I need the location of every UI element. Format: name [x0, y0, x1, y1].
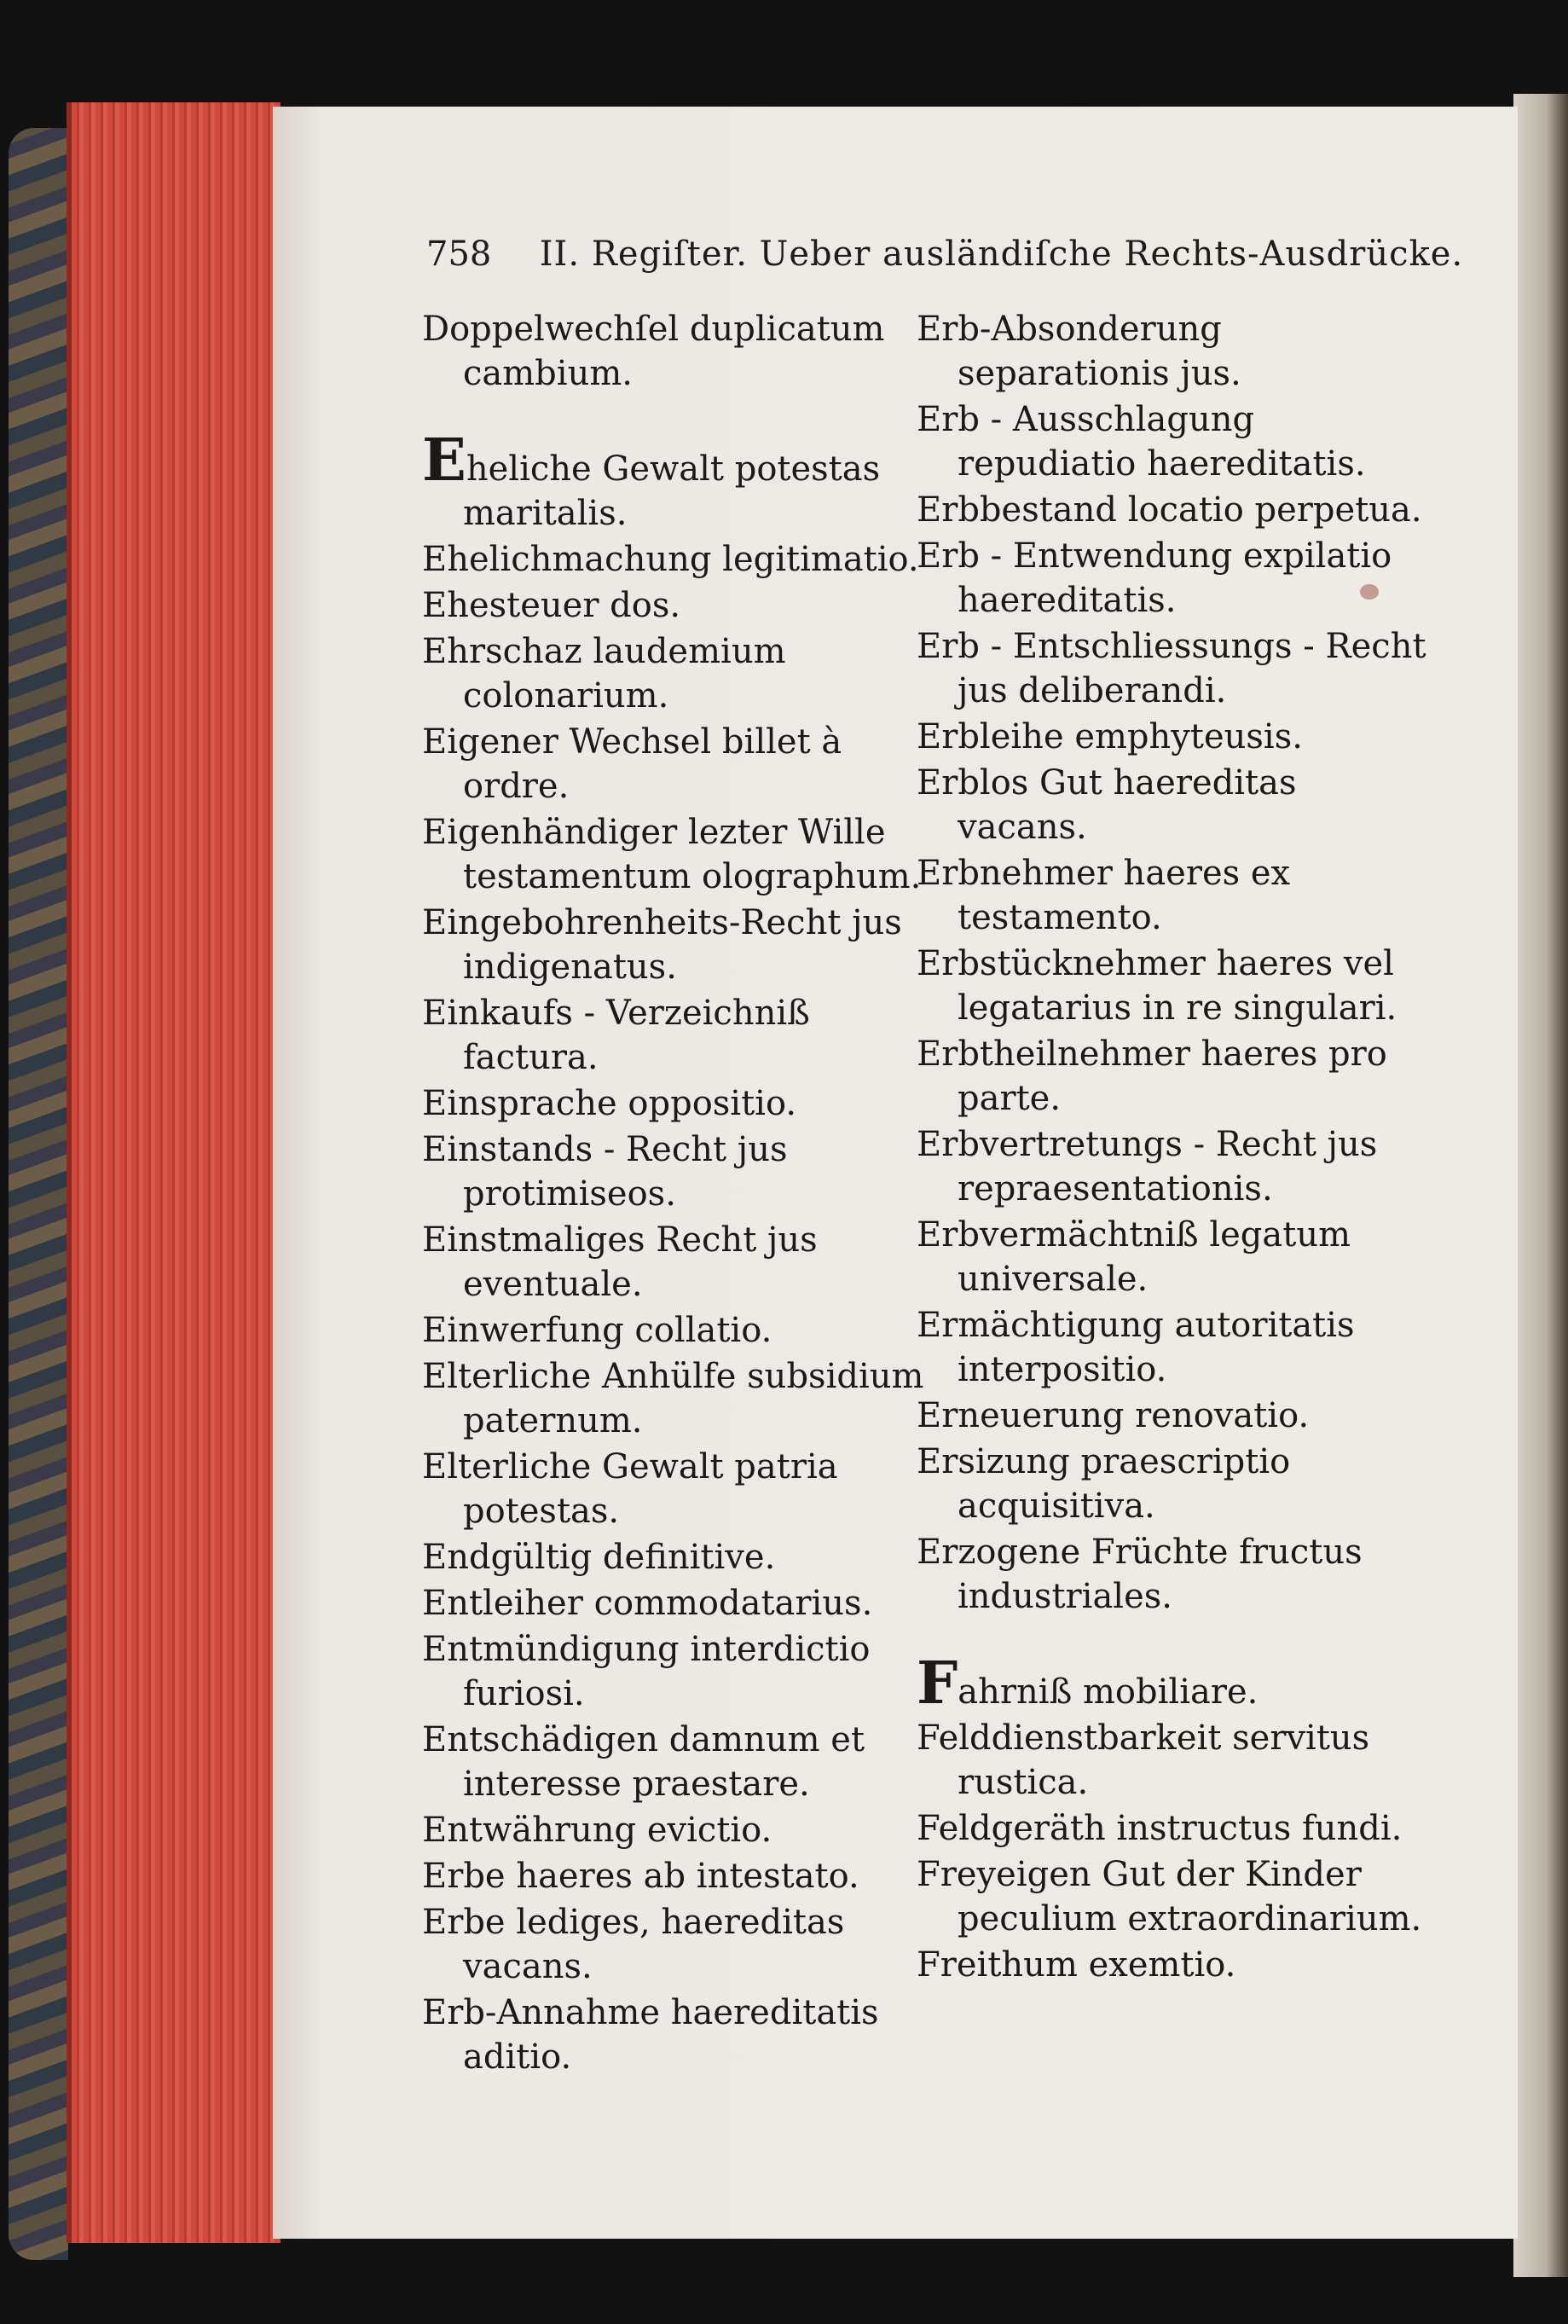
glossary-entry: Doppelwechſel duplicatum cambium. — [422, 310, 885, 393]
glossary-entry: Freithum exemtio. — [917, 1945, 1236, 1985]
glossary-entry: Einstands - Recht jus protimiseos. — [422, 1130, 788, 1214]
book-page — [273, 107, 1518, 2239]
glossary-entry: Erblos Gut haereditas vacans. — [917, 763, 1297, 847]
glossary-entry: Elterliche Gewalt patria potestas. — [422, 1447, 838, 1531]
glossary-entry: Ehesteuer dos. — [422, 586, 681, 625]
glossary-entry: Elterliche Anhülfe subsidium paternum. — [422, 1357, 924, 1440]
glossary-entry: Feldgeräth instructus fundi. — [917, 1809, 1403, 1848]
right-column — [917, 307, 1428, 1989]
glossary-entry: Eingebohrenheits-Recht jus indigenatus. — [422, 903, 902, 987]
glossary-entry: Ersizung praescriptio acquisitiva. — [917, 1442, 1291, 1526]
glossary-entry: Felddienstbarkeit servitus rustica. — [917, 1718, 1370, 1802]
glossary-entry: Erb-Absonderung separationis jus. — [917, 310, 1241, 393]
glossary-entry: Erbe lediges, haereditas vacans. — [422, 1903, 845, 1986]
glossary-entry: Entleiher commodatarius. — [422, 1584, 873, 1623]
glossary-entry: Ermächtigung autoritatis interpositio. — [917, 1306, 1355, 1389]
ink-smudge — [1360, 584, 1379, 600]
glossary-entry: Erbtheilnehmer haeres pro parte. — [917, 1034, 1387, 1118]
glossary-entry: Entwährung evictio. — [422, 1811, 772, 1850]
glossary-entry: Einstmaliges Recht jus eventuale. — [422, 1220, 818, 1304]
page-edges — [67, 102, 281, 2243]
running-title: II. Regiſter. Ueber ausländiſche Rechts-Ausdrücke. — [539, 235, 1464, 274]
glossary-entry: Einwerfung collatio. — [422, 1311, 772, 1350]
glossary-entry: Erbvertretungs - Recht jus repraesentationis. — [917, 1125, 1378, 1208]
running-header — [426, 235, 1464, 274]
glossary-entry: Erbstücknehmer haeres vel legatarius in re singulari. — [917, 944, 1397, 1028]
glossary-entry: Einkaufs - Verzeichniß factura. — [422, 994, 810, 1077]
glossary-entry: Erbvermächtniß legatum universale. — [917, 1215, 1351, 1299]
glossary-entry: Eigener Wechsel billet à ordre. — [422, 722, 842, 806]
glossary-entry: Fahrniß mobiliare. — [917, 1649, 1258, 1718]
glossary-entry: Erb - Entschliessungs - Recht jus deliberandi. — [917, 627, 1426, 710]
glossary-entry: Erbbestand locatio perpetua. — [917, 490, 1422, 530]
glossary-entry: Erneuerung renovatio. — [917, 1396, 1310, 1435]
glossary-entry: Ehrschaz laudemium colonarium. — [422, 632, 786, 716]
glossary-entry: Erbnehmer haeres ex testamento. — [917, 854, 1291, 937]
glossary-entry: Erbe haeres ab intestato. — [422, 1857, 859, 1896]
page-number: 758 — [426, 235, 492, 274]
section-gap — [422, 397, 925, 438]
glossary-entry: Erbleihe emphyteusis. — [917, 717, 1303, 756]
section-gap — [917, 1620, 1428, 1661]
book-cover-edge — [9, 128, 68, 2260]
glossary-entry: Erb - Entwendung expilatio haereditatis. — [917, 536, 1392, 620]
glossary-entry: Erb - Ausschlagung repudiatio haereditatis. — [917, 400, 1366, 484]
glossary-entry: Erzogene Früchte fructus industriales. — [917, 1533, 1363, 1616]
glossary-entry: Ehelichmachung legitimatio. — [422, 540, 919, 579]
glossary-entry: Eheliche Gewalt potestas maritalis. — [422, 426, 881, 533]
glossary-entry: Entschädigen damnum et interesse praestare. — [422, 1720, 865, 1804]
glossary-entry: Eigenhändiger lezter Wille testamentum olographum. — [422, 813, 922, 896]
glossary-entry: Erb-Annahme haereditatis aditio. — [422, 1993, 879, 2077]
glossary-entry: Entmündigung interdictio furiosi. — [422, 1630, 871, 1713]
facing-page-edge — [1513, 94, 1568, 2277]
glossary-entry: Freyeigen Gut der Kinder peculium extraordinarium. — [917, 1855, 1422, 1939]
glossary-entry: Endgültig definitive. — [422, 1538, 776, 1577]
glossary-entry: Einsprache oppositio. — [422, 1084, 797, 1123]
left-column — [422, 307, 925, 2081]
